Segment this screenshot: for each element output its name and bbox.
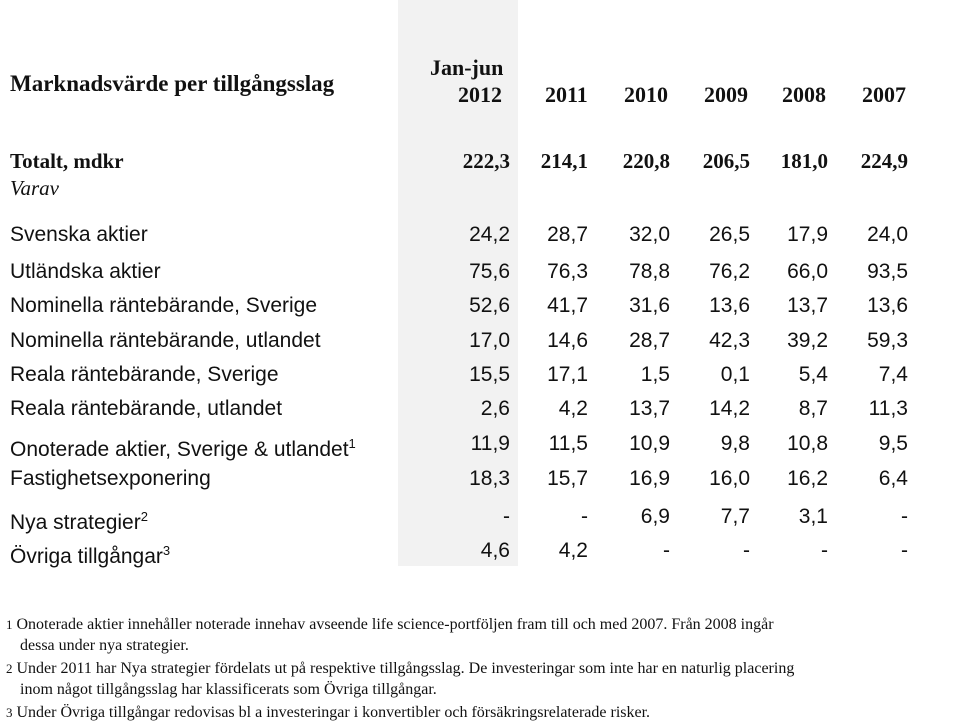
cell-value: 0,1 — [720, 363, 750, 386]
total-value: 181,0 — [780, 149, 828, 173]
cell-value: 5,4 — [798, 363, 828, 386]
cell-value: 17,9 — [787, 223, 828, 246]
footnote-number: 1 — [6, 617, 13, 632]
cell-value: 13,6 — [867, 294, 908, 317]
row-label-text: Onoterade aktier, Sverige & utlandet — [10, 438, 349, 461]
table-row — [0, 255, 959, 289]
header-year-2011: 2011 — [545, 82, 588, 107]
row-label — [10, 534, 170, 574]
cell-value: - — [581, 505, 588, 528]
cell-value: 2,6 — [480, 397, 510, 420]
cell-value: 4,2 — [558, 539, 588, 562]
table-row — [0, 500, 959, 534]
row-label-text: Svenska aktier — [10, 223, 148, 246]
cell-value: 14,6 — [547, 329, 588, 352]
cell-value: 42,3 — [709, 329, 750, 352]
cell-value: 32,0 — [629, 223, 670, 246]
cell-value: 59,3 — [867, 329, 908, 352]
cell-value: - — [821, 539, 828, 562]
cell-value: 4,6 — [480, 539, 510, 562]
row-label — [10, 289, 317, 323]
cell-value: 24,2 — [469, 223, 510, 246]
total-value: 206,5 — [702, 149, 750, 173]
cell-value: 24,0 — [867, 223, 908, 246]
cell-value: - — [901, 539, 908, 562]
cell-value: 9,8 — [720, 432, 750, 455]
cell-value: 39,2 — [787, 329, 828, 352]
header-year-2008: 2008 — [782, 82, 826, 107]
table-row — [0, 392, 959, 426]
cell-value: 28,7 — [547, 223, 588, 246]
row-label — [10, 427, 356, 467]
cell-value: 10,8 — [787, 432, 828, 455]
footnote-text: Under 2011 har Nya strategier fördelats ut på respektive tillgångsslag. De investeringar som inte har en naturlig placering — [16, 660, 795, 677]
row-label — [10, 218, 148, 252]
table-row — [0, 324, 959, 358]
table-row — [0, 218, 959, 252]
cell-value: 11,3 — [868, 397, 908, 420]
row-label — [10, 324, 321, 358]
cell-value: 6,4 — [878, 467, 908, 490]
cell-value: 7,7 — [720, 505, 750, 528]
cell-value: 16,0 — [709, 467, 750, 490]
cell-value: 41,7 — [547, 294, 588, 317]
cell-value: 78,8 — [629, 260, 670, 283]
header-period-line2: 2012 — [458, 82, 502, 107]
footnote — [6, 614, 956, 656]
row-label-text: Utländska aktier — [10, 260, 161, 283]
cell-value: 1,5 — [640, 363, 670, 386]
cell-value: 14,2 — [709, 397, 750, 420]
footnote-text: inom något tillgångsslag har klassificerats som Övriga tillgångar. — [20, 681, 437, 698]
footnote-marker: 1 — [348, 436, 356, 451]
cell-value: 7,4 — [878, 363, 908, 386]
table-row — [0, 358, 959, 392]
row-label-text: Nominella räntebärande, utlandet — [10, 329, 321, 352]
subheading: Varav — [10, 176, 59, 200]
table-row — [0, 462, 959, 496]
total-value: 214,1 — [540, 149, 588, 173]
footnote-text: Onoterade aktier innehåller noterade innehav avseende life science-portföljen fram till och med 2007. Från 2008 ingår — [16, 616, 774, 633]
footnote — [6, 658, 956, 700]
cell-value: 15,5 — [469, 363, 510, 386]
cell-value: 13,7 — [629, 397, 670, 420]
row-label-text: Fastighetsexponering — [10, 467, 211, 490]
row-label-text: Reala räntebärande, utlandet — [10, 397, 283, 420]
header-year-2009: 2009 — [704, 82, 748, 107]
cell-value: 75,6 — [469, 260, 510, 283]
row-label-text: Övriga tillgångar — [10, 545, 163, 568]
footnote-marker: 3 — [162, 543, 171, 558]
row-label-text: Reala räntebärande, Sverige — [10, 363, 279, 386]
table-row — [0, 289, 959, 323]
cell-value: 76,3 — [547, 260, 588, 283]
footnote-number: 3 — [6, 705, 13, 720]
total-value: 224,9 — [860, 149, 908, 173]
cell-value: - — [663, 539, 670, 562]
total-label: Totalt, mdkr — [10, 149, 124, 173]
table-row — [0, 427, 959, 461]
footnote-text: dessa under nya strategier. — [20, 637, 189, 654]
total-row — [0, 144, 959, 178]
cell-value: 17,1 — [547, 363, 588, 386]
footnote-number: 2 — [6, 661, 13, 676]
header-year-2007: 2007 — [862, 82, 906, 107]
cell-value: 15,7 — [547, 467, 588, 490]
cell-value: - — [743, 539, 750, 562]
cell-value: - — [901, 505, 908, 528]
table-title: Marknadsvärde per tillgångsslag — [10, 71, 335, 96]
cell-value: 3,1 — [798, 505, 828, 528]
row-label — [10, 462, 211, 496]
cell-value: 11,9 — [470, 432, 510, 455]
cell-value: 8,7 — [798, 397, 828, 420]
cell-value: 13,7 — [787, 294, 828, 317]
cell-value: - — [503, 505, 510, 528]
header-period-line1: Jan-jun — [430, 55, 504, 80]
footnote-marker: 2 — [140, 509, 148, 524]
row-label — [10, 255, 161, 289]
cell-value: 76,2 — [709, 260, 750, 283]
cell-value: 9,5 — [878, 432, 908, 455]
table-row — [0, 534, 959, 568]
cell-value: 26,5 — [709, 223, 750, 246]
footnote — [6, 702, 956, 723]
cell-value: 10,9 — [629, 432, 670, 455]
cell-value: 31,6 — [629, 294, 670, 317]
row-label-text: Nya strategier — [10, 511, 141, 534]
footnote-text: Under Övriga tillgångar redovisas bl a investeringar i konvertibler och försäkringsrelaterade risker. — [16, 704, 651, 721]
row-label — [10, 392, 282, 426]
cell-value: 52,6 — [469, 294, 510, 317]
cell-value: 28,7 — [629, 329, 670, 352]
cell-value: 6,9 — [640, 505, 670, 528]
cell-value: 11,5 — [548, 432, 588, 455]
row-label — [10, 358, 279, 392]
row-label-text: Nominella räntebärande, Sverige — [10, 294, 318, 317]
cell-value: 66,0 — [787, 260, 828, 283]
cell-value: 93,5 — [867, 260, 908, 283]
cell-value: 16,2 — [787, 467, 828, 490]
total-value: 222,3 — [462, 149, 510, 173]
header-year-2010: 2010 — [624, 82, 668, 107]
cell-value: 4,2 — [558, 397, 588, 420]
cell-value: 13,6 — [709, 294, 750, 317]
cell-value: 17,0 — [469, 329, 510, 352]
cell-value: 18,3 — [469, 467, 510, 490]
cell-value: 16,9 — [629, 467, 670, 490]
total-value: 220,8 — [622, 149, 670, 173]
